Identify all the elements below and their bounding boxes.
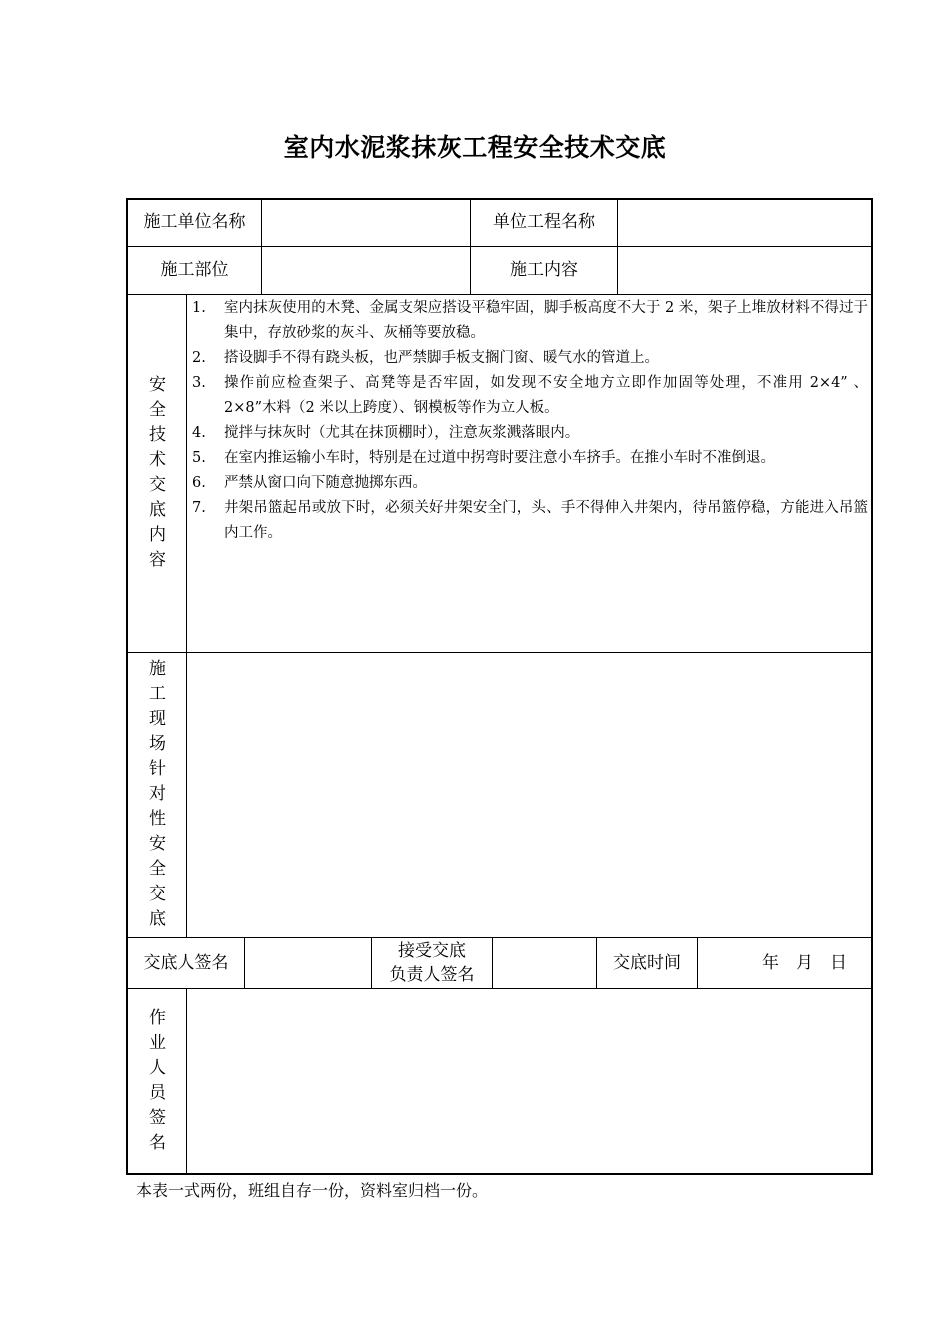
site-safety-field[interactable] (187, 653, 871, 937)
list-item: 5. 在室内推运输小车时，特别是在过道中拐弯时要注意小车挤手。在推小车时不准倒退。 (192, 450, 775, 466)
workers-signature-field[interactable] (187, 989, 871, 1173)
list-item: 7. 井架吊篮起吊或放下时，必须关好井架安全门，头、手不得伸入井架内，待吊篮停稳，方能进入吊篮内工作。 (192, 500, 868, 541)
briefer-signature-field[interactable] (245, 938, 371, 988)
site-safety-label: 施 工 现 场 针 对 性 安 全 交 底 (149, 659, 166, 929)
receiver-signature-label: 接受交底 负责人签名 (389, 941, 475, 985)
list-item: 3. 操作前应检查架子、高凳等是否牢固，如发现不安全地方立即作加固等处理，不准用 2×4” 、2×8”木料（2 米以上跨度）、钢模板等作为立人板。 (192, 375, 868, 416)
footer-note: 本表一式两份，班组自存一份，资料室归档一份。 (136, 1181, 489, 1200)
workers-signature-label: 作 业 人 员 签 名 (149, 1008, 166, 1153)
construction-content-label: 施工内容 (510, 260, 578, 281)
unit-project-label: 单位工程名称 (493, 212, 595, 233)
briefing-time-label: 交底时间 (613, 952, 681, 973)
list-item: 2. 搭设脚手不得有跷头板，也严禁脚手板支搁门窗、暖气水的管道上。 (192, 350, 659, 366)
construction-part-label: 施工部位 (160, 260, 229, 281)
list-item: 6. 严禁从窗口向下随意抛掷东西。 (192, 475, 427, 491)
safety-content-label: 安 全 技 术 交 底 内 容 (149, 375, 166, 570)
construction-unit-label: 施工单位名称 (143, 212, 246, 233)
construction-content-field[interactable] (618, 247, 871, 294)
list-item: 4. 搅拌与抹灰时（尤其在抹顶棚时），注意灰浆溅落眼内。 (192, 425, 580, 441)
receiver-signature-field[interactable] (493, 938, 596, 988)
construction-unit-field[interactable] (262, 199, 470, 246)
construction-part-field[interactable] (262, 247, 470, 294)
briefing-date-field[interactable]: 年 月 日 (762, 952, 847, 973)
unit-project-field[interactable] (618, 199, 871, 246)
safety-items-list (192, 296, 868, 546)
row-divider (127, 294, 872, 295)
briefer-signature-label: 交底人签名 (143, 952, 229, 973)
list-item: 1. 室内抹灰使用的木凳、金属支架应搭设平稳牢固，脚手板高度不大于 2 米，架子上堆放材料不得过于集中，存放砂浆的灰斗、灰桶等要放稳。 (192, 300, 868, 341)
document-title: 室内水泥浆抹灰工程安全技术交底 (283, 133, 667, 162)
